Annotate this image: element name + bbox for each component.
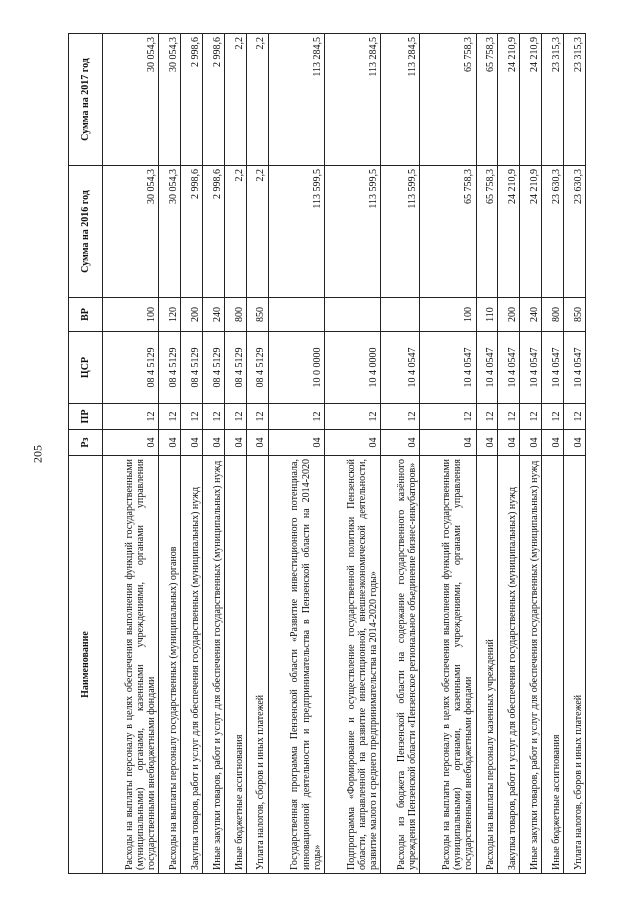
cell-pr: 12 [476,404,498,430]
cell-vr: 200 [181,298,203,332]
cell-csr: 10 4 0547 [381,332,420,404]
table-row [564,34,586,874]
cell-sum-2016: 2,2 [246,166,268,298]
cell-sum-2016: 30 054,3 [159,166,181,298]
cell-vr: 200 [498,298,520,332]
cell-sum-2017: 23 315,3 [542,34,564,166]
cell-vr: 240 [520,298,542,332]
cell-sum-2017: 113 284,5 [268,34,324,166]
cell-sum-2016: 65 758,3 [420,166,476,298]
cell-name: Расходы на выплаты персоналу казенных учреждений [476,456,498,874]
cell-rz: 04 [420,430,476,456]
cell-sum-2016: 24 210,9 [498,166,520,298]
cell-vr: 100 [103,298,159,332]
cell-rz: 04 [542,430,564,456]
cell-pr: 12 [564,404,586,430]
header-pr: ПР [69,404,103,430]
cell-sum-2016: 2,2 [224,166,246,298]
cell-csr: 10 4 0547 [476,332,498,404]
cell-pr: 12 [103,404,159,430]
cell-vr [381,298,420,332]
table-row [159,34,181,874]
cell-name: Закупка товаров, работ и услуг для обеспечения государственных (муниципальных) нужд [181,456,203,874]
cell-name: Расходы из бюджета Пензенской области на содержание государственного казённого учреждения Пензенской области «Пензенское региональное объединение бизнес-инкубаторов» [381,456,420,874]
cell-sum-2017: 113 284,5 [324,34,380,166]
cell-name: Расходы на выплаты персоналу в целях обеспечения выполнения функций государственными (муниципальными) органами, казенными учреждениями, органами управления государственными внебюджетными фондами [420,456,476,874]
cell-csr: 08 4 5129 [181,332,203,404]
table-row [103,34,159,874]
header-csr: ЦСР [69,332,103,404]
cell-sum-2016: 30 054,3 [103,166,159,298]
budget-table [68,33,586,874]
cell-sum-2017: 30 054,3 [159,34,181,166]
cell-csr: 10 4 0547 [420,332,476,404]
cell-rz: 04 [103,430,159,456]
table-row [520,34,542,874]
cell-vr: 240 [203,298,225,332]
table-row [203,34,225,874]
cell-rz: 04 [476,430,498,456]
cell-vr: 800 [542,298,564,332]
cell-pr: 12 [520,404,542,430]
cell-sum-2017: 23 315,3 [564,34,586,166]
cell-vr: 850 [564,298,586,332]
cell-sum-2017: 2 998,6 [181,34,203,166]
cell-name: Государственная программа Пензенской области «Развитие инвестиционного потенциала, инновационной деятельности и предпринимательства в Пензенской области на 2014-2020 годы» [268,456,324,874]
cell-csr: 10 4 0547 [542,332,564,404]
table-header-row [69,34,103,874]
cell-csr: 08 4 5129 [103,332,159,404]
table-row [268,34,324,874]
cell-rz: 04 [246,430,268,456]
cell-sum-2016: 2 998,6 [181,166,203,298]
table-row [498,34,520,874]
cell-name: Иные закупки товаров, работ и услуг для обеспечения государственных (муниципальных) нужд [203,456,225,874]
cell-rz: 04 [324,430,380,456]
cell-sum-2017: 2,2 [246,34,268,166]
cell-sum-2016: 2 998,6 [203,166,225,298]
table-row [542,34,564,874]
cell-vr: 100 [420,298,476,332]
header-sum-2017: Сумма на 2017 год [69,34,103,166]
cell-csr: 08 4 5129 [224,332,246,404]
header-vr: ВР [69,298,103,332]
cell-name: Закупка товаров, работ и услуг для обеспечения государственных (муниципальных) нужд [498,456,520,874]
cell-vr [268,298,324,332]
cell-csr: 08 4 5129 [159,332,181,404]
cell-name: Уплата налогов, сборов и иных платежей [246,456,268,874]
cell-rz: 04 [498,430,520,456]
cell-sum-2016: 113 599,5 [381,166,420,298]
cell-vr [324,298,380,332]
cell-rz: 04 [224,430,246,456]
cell-sum-2017: 30 054,3 [103,34,159,166]
cell-name: Иные бюджетные ассигнования [542,456,564,874]
cell-csr: 10 4 0547 [498,332,520,404]
cell-pr: 12 [542,404,564,430]
table-row [224,34,246,874]
cell-csr: 08 4 5129 [203,332,225,404]
cell-rz: 04 [268,430,324,456]
cell-sum-2017: 24 210,9 [498,34,520,166]
cell-pr: 12 [181,404,203,430]
cell-rz: 04 [381,430,420,456]
cell-sum-2016: 113 599,5 [268,166,324,298]
header-sum-2016: Сумма на 2016 год [69,166,103,298]
cell-csr: 10 4 0000 [324,332,380,404]
cell-sum-2017: 2 998,6 [203,34,225,166]
cell-sum-2016: 24 210,9 [520,166,542,298]
cell-name: Расходы на выплаты персоналу в целях обеспечения выполнения функций государственными (муниципальными) органами, казенными учреждениями, органами управления государственными внебюджетными фондами [103,456,159,874]
cell-name: Иные бюджетные ассигнования [224,456,246,874]
cell-pr: 12 [420,404,476,430]
cell-rz: 04 [203,430,225,456]
cell-vr: 120 [159,298,181,332]
cell-rz: 04 [564,430,586,456]
cell-name: Подпрограмма «Формирование и осуществление государственной политики Пензенской области, направленной на развитие инвестиционной, внешнеэкономической деятельности, развитие малого и среднего предпринимательства на 2014-2020 годы» [324,456,380,874]
cell-sum-2016: 113 599,5 [324,166,380,298]
cell-pr: 12 [268,404,324,430]
cell-pr: 12 [246,404,268,430]
page-number: 205 [30,445,45,463]
cell-pr: 12 [498,404,520,430]
cell-sum-2016: 23 630,3 [564,166,586,298]
cell-sum-2016: 23 630,3 [542,166,564,298]
cell-name: Расходы на выплаты персоналу государственных (муниципальных) органов [159,456,181,874]
cell-sum-2017: 113 284,5 [381,34,420,166]
cell-sum-2017: 2,2 [224,34,246,166]
table-row [476,34,498,874]
cell-vr: 850 [246,298,268,332]
cell-csr: 08 4 5129 [246,332,268,404]
table-row [246,34,268,874]
table-row [381,34,420,874]
cell-sum-2017: 65 758,3 [420,34,476,166]
cell-pr: 12 [224,404,246,430]
table-row [181,34,203,874]
header-name: Наименование [69,456,103,874]
cell-pr: 12 [203,404,225,430]
cell-pr: 12 [324,404,380,430]
rotated-table-container [68,34,586,874]
cell-rz: 04 [520,430,542,456]
cell-csr: 10 4 0547 [564,332,586,404]
cell-csr: 10 0 0000 [268,332,324,404]
cell-sum-2016: 65 758,3 [476,166,498,298]
cell-name: Уплата налогов, сборов и иных платежей [564,456,586,874]
cell-rz: 04 [159,430,181,456]
cell-sum-2017: 24 210,9 [520,34,542,166]
table-row [420,34,476,874]
cell-csr: 10 4 0547 [520,332,542,404]
cell-rz: 04 [181,430,203,456]
cell-name: Иные закупки товаров, работ и услуг для обеспечения государственных (муниципальных) нужд [520,456,542,874]
cell-pr: 12 [159,404,181,430]
cell-vr: 110 [476,298,498,332]
cell-pr: 12 [381,404,420,430]
cell-vr: 800 [224,298,246,332]
table-row [324,34,380,874]
header-rz: Рз [69,430,103,456]
cell-sum-2017: 65 758,3 [476,34,498,166]
